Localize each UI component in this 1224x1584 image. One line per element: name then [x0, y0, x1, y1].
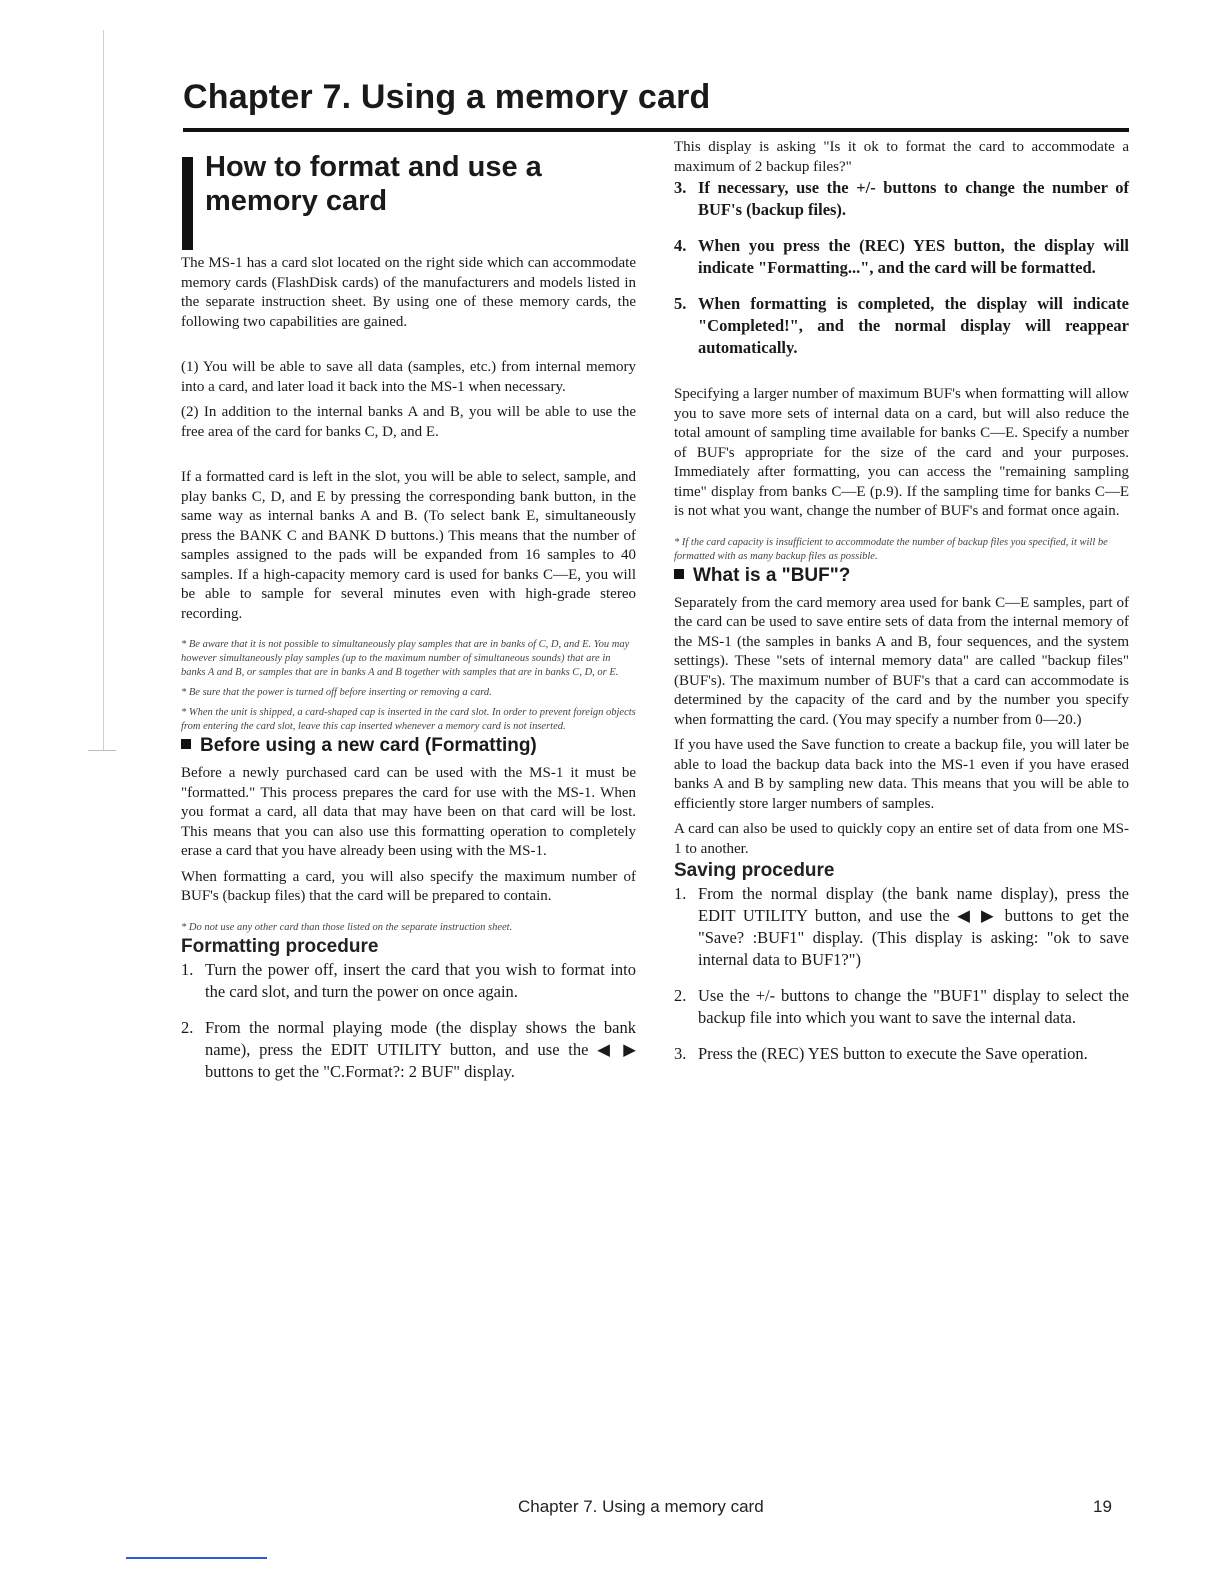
left-column: [181, 140, 636, 1083]
formatted-card-paragraph: If a formatted card is left in the slot, you will be able to select, sample, and play banks C, D, and E by pressing the corresponding bank button, in the same way as internal banks A and B. (To select bank E, simultaneously press the BANK C and BANK D buttons.) This means that the number of samples assigned to the pads will be expanded from 16 samples to 40 samples. If a high-capacity memory card is used for banks C—E, you will be able to sample for several minutes even with high-grade stereo recording.: [181, 469, 636, 622]
list-item: [674, 177, 1129, 221]
intro-paragraph: The MS-1 has a card slot located on the right side which can accommodate memory cards (FlashDisk cards) of the manufacturers and models listed in the separate instruction sheet. By using one of these memory cards, the following two capabilities are gained.: [181, 255, 636, 330]
step-number: 5.: [674, 294, 687, 313]
note-insufficient-capacity: * If the card capacity is insufficient to accommodate the number of backup files you specified, it will be formatted with as many backup files as possible.: [674, 536, 1108, 562]
note-other-cards: * Do not use any other card than those listed on the separate instruction sheet.: [181, 921, 513, 933]
buf-paragraph-2: If you have used the Save function to create a backup file, you will later be able to load the backup data back into the MS-1 even if you have erased banks A and B by sampling new data. This means that you will be able to efficiently store larger numbers of samples.: [674, 737, 1129, 812]
max-buf-paragraph: When formatting a card, you will also specify the maximum number of BUF's (backup files) that the card will be prepared to contain.: [181, 868, 636, 904]
capability-1: (1) You will be able to save all data (samples, etc.) from internal memory into a card, and later load it back into the MS-1 when necessary.: [181, 359, 636, 395]
step-text: From the normal display (the bank name display), press the EDIT UTILITY button, and use the ◀ ▶ buttons to get the "Save? :BUF1" display. (This display is asking: "ok to save internal data to BUF1?"): [698, 884, 1129, 969]
bullet-square: [674, 569, 684, 579]
before-using-title: Before using a new card (Formatting): [200, 735, 537, 756]
before-using-heading: [181, 734, 636, 758]
step-number: 1.: [181, 959, 194, 979]
capability-2: (2) In addition to the internal banks A and B, you will be able to use the free area of the card for banks C, D, and E.: [181, 404, 636, 440]
step-number: 2.: [674, 986, 687, 1005]
step-text: When formatting is completed, the display will indicate "Completed!", and the normal display will reappear automatically.: [698, 294, 1129, 357]
formatting-steps-right: [674, 177, 1129, 359]
saving-procedure-heading: Saving procedure: [674, 860, 835, 881]
right-column: [674, 138, 1129, 1065]
formatting-steps-left: [181, 959, 636, 1083]
section-heading: [181, 150, 636, 218]
list-item: [674, 235, 1129, 279]
step-text: When you press the (REC) YES button, the display will indicate "Formatting...", and the card will be formatted.: [698, 236, 1129, 277]
step-text: Use the +/- buttons to change the "BUF1" display to select the backup file into which you want to save the internal data.: [698, 986, 1129, 1027]
section-bar: [182, 157, 193, 250]
formatting-procedure-heading: Formatting procedure: [181, 935, 379, 957]
step-text: From the normal playing mode (the display shows the bank name), press the EDIT UTILITY button, and use the ◀ ▶ buttons to get the "C.Format?: 2 BUF" display.: [205, 1017, 636, 1081]
bottom-link-line: [126, 1557, 267, 1559]
list-item: [674, 985, 1129, 1029]
step-text: If necessary, use the +/- buttons to change the number of BUF's (backup files).: [698, 178, 1129, 219]
what-is-buf-title: What is a "BUF"?: [693, 564, 851, 586]
list-item: [674, 1043, 1129, 1065]
list-item: [674, 293, 1129, 359]
list-item: [181, 1017, 636, 1083]
title-rule: [183, 128, 1129, 132]
step-text: Turn the power off, insert the card that you wish to format into the card slot, and turn the power on once again.: [205, 959, 636, 1001]
step-number: 2.: [181, 1017, 194, 1037]
left-margin-line: [103, 30, 104, 750]
chapter-title: Chapter 7. Using a memory card: [183, 78, 711, 116]
step-number: 3.: [674, 178, 687, 197]
buf-paragraph-1: Separately from the card memory area used for bank C—E samples, part of the card can be used to save entire sets of data from the internal memory of the MS-1 (the samples in banks A and B, four sequences, and the system settings). These "sets of internal memory data" are called "backup files" (BUF's). The maximum number of BUF's that a card can accommodate is determined by the capacity of the card and by the number you specify when formatting the card. (You may specify a number from 0—20.): [674, 594, 1129, 728]
display-asking-paragraph: This display is asking "Is it ok to format the card to accommodate a maximum of 2 backup files?": [674, 139, 1129, 175]
step-number: 1.: [674, 884, 687, 903]
footer-chapter: Chapter 7. Using a memory card: [518, 1497, 764, 1516]
section-title: How to format and use a memory card: [205, 151, 542, 217]
note-card-cap: * When the unit is shipped, a card-shaped cap is inserted in the card slot. In order to prevent foreign objects from entering the card slot, leave this cap inserted whenever a memory card is not inserted.: [181, 707, 636, 732]
note-simultaneous-play: * Be aware that it is not possible to simultaneously play samples that are in banks of C, D, and E. You may however simultaneously play samples (up to the maximum number of simultaneous sounds) that are in banks A and B, or samples that are in banks A and B together with samples that are in banks C, D, or E.: [181, 639, 630, 678]
margin-tick: [88, 750, 116, 751]
specifying-paragraph: Specifying a larger number of maximum BUF's when formatting will allow you to save more sets of internal data on a card, but will also reduce the total amount of sampling time available for banks C—E. Specify a number of BUF's appropriate for the size of the card and your purposes. Immediately after formatting, you can access the "remaining sampling time" display from banks C—E (p.9). If the sampling time for banks C—E is not what you want, change the number of BUF's and format once again.: [674, 386, 1129, 519]
step-number: 3.: [674, 1044, 687, 1063]
step-number: 4.: [674, 236, 687, 255]
step-text: Press the (REC) YES button to execute the Save operation.: [698, 1044, 1088, 1063]
bullet-square: [181, 739, 191, 749]
list-item: [674, 883, 1129, 971]
page-number: 19: [1093, 1497, 1112, 1516]
what-is-buf-heading: [674, 564, 1129, 588]
buf-paragraph-3: A card can also be used to quickly copy an entire set of data from one MS-1 to another.: [674, 821, 1129, 857]
before-using-paragraph: Before a newly purchased card can be used with the MS-1 it must be "formatted." This process prepares the card for use with the MS-1. When you format a card, all data that may have been on that card will be lost. This means that you can also use this formatting operation to completely erase a card that you have already been using with the MS-1.: [181, 765, 636, 859]
saving-steps: [674, 883, 1129, 1065]
list-item: [181, 959, 636, 1003]
note-power-off: * Be sure that the power is turned off before inserting or removing a card.: [181, 687, 492, 698]
